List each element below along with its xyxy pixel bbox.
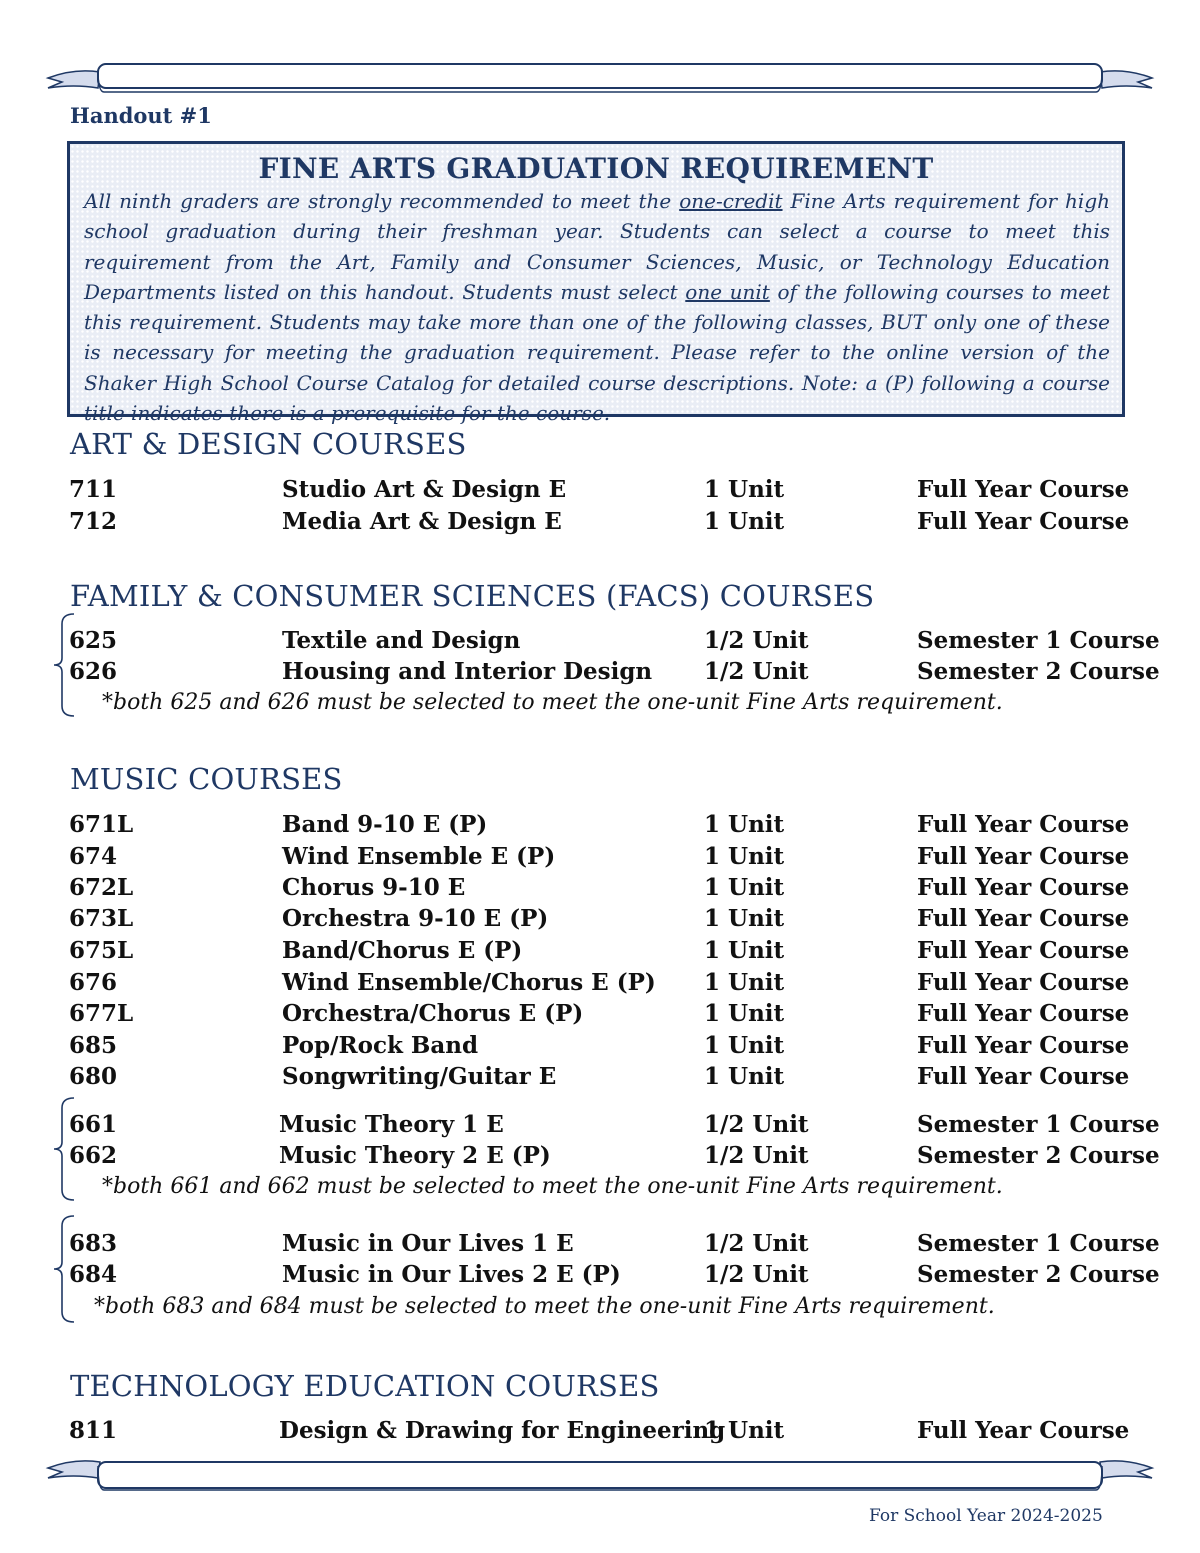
course-row — [0, 1417, 1200, 1448]
course-title: Media Art & Design E — [282, 508, 562, 535]
course-title: Pop/Rock Band — [282, 1032, 479, 1059]
course-term: Semester 1 Course — [917, 627, 1160, 654]
course-title: Music Theory 1 E — [279, 1111, 504, 1138]
course-code: 662 — [69, 1142, 118, 1169]
course-term: Full Year Course — [917, 1417, 1130, 1444]
course-title: Design & Drawing for Engineering — [279, 1417, 726, 1444]
description-text: Fine Arts requirement for high school graduation during their freshman year. Students can select a course to meet this requirement from the Art, Family and Consumer Sciences, Music, or Technology Education Departments listed on this handout. Students must select — [84, 189, 1110, 304]
course-title: Band/Chorus E (P) — [282, 937, 523, 964]
course-title: Wind Ensemble/Chorus E (P) — [282, 969, 656, 996]
course-code: 626 — [69, 658, 118, 685]
course-term: Full Year Course — [917, 843, 1130, 870]
course-units: 1 Unit — [704, 1417, 785, 1444]
course-title: Songwriting/Guitar E — [282, 1063, 557, 1090]
course-code: 672L — [69, 874, 134, 901]
scroll-banner-top — [44, 58, 1156, 98]
requirement-box — [67, 141, 1125, 426]
course-units: 1 Unit — [704, 508, 785, 535]
course-title: Music in Our Lives 1 E — [282, 1230, 574, 1257]
course-row — [0, 1142, 1200, 1173]
course-term: Full Year Course — [917, 937, 1130, 964]
music-theory-note: *both 661 and 662 must be selected to meet the one-unit Fine Arts requirement. — [102, 1174, 1003, 1199]
course-row — [0, 627, 1200, 658]
course-row — [0, 905, 1200, 936]
course-units: 1 Unit — [704, 937, 785, 964]
course-units: 1 Unit — [704, 1032, 785, 1059]
course-row — [0, 658, 1200, 689]
course-code: 712 — [69, 508, 118, 535]
course-code: 711 — [69, 476, 118, 503]
course-units: 1 Unit — [704, 905, 785, 932]
music-lives-note: *both 683 and 684 must be selected to meet the one-unit Fine Arts requirement. — [94, 1294, 995, 1319]
description-text: All ninth graders are strongly recommended to meet the — [84, 189, 680, 213]
description-text: of the following courses to meet this requirement. Students may take more than one of the following classes, BUT only one of these is necessary for meeting the graduation requirement. Please refer to the online version of the Shaker High School Course Catalog for detailed course descriptions. Note: a (P) following a course title indicates there is a prerequisite for the course. — [84, 279, 1111, 426]
course-term: Semester 1 Course — [917, 1111, 1160, 1138]
course-term: Full Year Course — [917, 1032, 1130, 1059]
course-code: 674 — [69, 843, 118, 870]
course-row — [0, 874, 1200, 905]
course-term: Semester 2 Course — [917, 1142, 1160, 1169]
course-term: Semester 1 Course — [917, 1230, 1160, 1257]
course-code: 675L — [69, 937, 134, 964]
course-term: Semester 2 Course — [917, 1261, 1160, 1288]
one-credit-emphasis: one-credit — [679, 189, 783, 213]
course-code: 685 — [69, 1032, 118, 1059]
course-row — [0, 1111, 1200, 1142]
course-title: Wind Ensemble E (P) — [282, 843, 556, 870]
course-term: Full Year Course — [917, 905, 1130, 932]
course-code: 677L — [69, 1000, 134, 1027]
course-row — [0, 1230, 1200, 1261]
art-design-heading: ART & DESIGN COURSES — [70, 427, 467, 461]
course-title: Band 9-10 E (P) — [282, 811, 488, 838]
course-code: 683 — [69, 1230, 118, 1257]
box-title: FINE ARTS GRADUATION REQUIREMENT — [258, 152, 934, 185]
course-title: Music Theory 2 E (P) — [279, 1142, 551, 1169]
course-term: Full Year Course — [917, 811, 1130, 838]
course-row — [0, 508, 1200, 539]
course-title: Orchestra/Chorus E (P) — [282, 1000, 584, 1027]
course-row — [0, 1261, 1200, 1292]
course-code: 673L — [69, 905, 134, 932]
course-title: Studio Art & Design E — [282, 476, 567, 503]
course-row — [0, 1063, 1200, 1094]
course-units: 1 Unit — [704, 874, 785, 901]
course-units: 1/2 Unit — [704, 1230, 809, 1257]
course-units: 1/2 Unit — [704, 1261, 809, 1288]
course-row — [0, 476, 1200, 507]
course-units: 1/2 Unit — [704, 1111, 809, 1138]
course-term: Full Year Course — [917, 969, 1130, 996]
course-title: Music in Our Lives 2 E (P) — [282, 1261, 621, 1288]
course-units: 1 Unit — [704, 476, 785, 503]
course-term: Full Year Course — [917, 508, 1130, 535]
course-code: 625 — [69, 627, 118, 654]
course-units: 1/2 Unit — [704, 1142, 809, 1169]
course-title: Housing and Interior Design — [282, 658, 653, 685]
course-units: 1 Unit — [704, 1000, 785, 1027]
facs-note: *both 625 and 626 must be selected to meet the one-unit Fine Arts requirement. — [102, 690, 1003, 715]
handout-label: Handout #1 — [70, 103, 212, 128]
course-row — [0, 1000, 1200, 1031]
music-heading: MUSIC COURSES — [70, 762, 343, 796]
course-term: Full Year Course — [917, 1063, 1130, 1090]
course-row — [0, 937, 1200, 968]
course-units: 1 Unit — [704, 811, 785, 838]
course-term: Full Year Course — [917, 874, 1130, 901]
course-code: 671L — [69, 811, 134, 838]
course-title: Orchestra 9-10 E (P) — [282, 905, 549, 932]
course-code: 811 — [69, 1417, 118, 1444]
course-term: Semester 2 Course — [917, 658, 1160, 685]
course-units: 1 Unit — [704, 969, 785, 996]
course-units: 1/2 Unit — [704, 627, 809, 654]
school-year-footer: For School Year 2024-2025 — [869, 1506, 1103, 1526]
one-unit-emphasis: one unit — [685, 279, 770, 304]
course-title: Textile and Design — [282, 627, 521, 654]
technology-heading: TECHNOLOGY EDUCATION COURSES — [70, 1369, 660, 1403]
box-description — [84, 186, 1110, 428]
course-row — [0, 969, 1200, 1000]
course-code: 676 — [69, 969, 118, 996]
facs-heading: FAMILY & CONSUMER SCIENCES (FACS) COURSES — [70, 579, 875, 613]
course-code: 680 — [69, 1063, 118, 1090]
course-term: Full Year Course — [917, 476, 1130, 503]
scroll-banner-bottom — [44, 1454, 1156, 1494]
course-units: 1/2 Unit — [704, 658, 809, 685]
course-row — [0, 1032, 1200, 1063]
course-row — [0, 843, 1200, 874]
course-code: 661 — [69, 1111, 118, 1138]
course-code: 684 — [69, 1261, 118, 1288]
course-row — [0, 811, 1200, 842]
course-title: Chorus 9-10 E — [282, 874, 466, 901]
course-units: 1 Unit — [704, 1063, 785, 1090]
course-term: Full Year Course — [917, 1000, 1130, 1027]
course-units: 1 Unit — [704, 843, 785, 870]
